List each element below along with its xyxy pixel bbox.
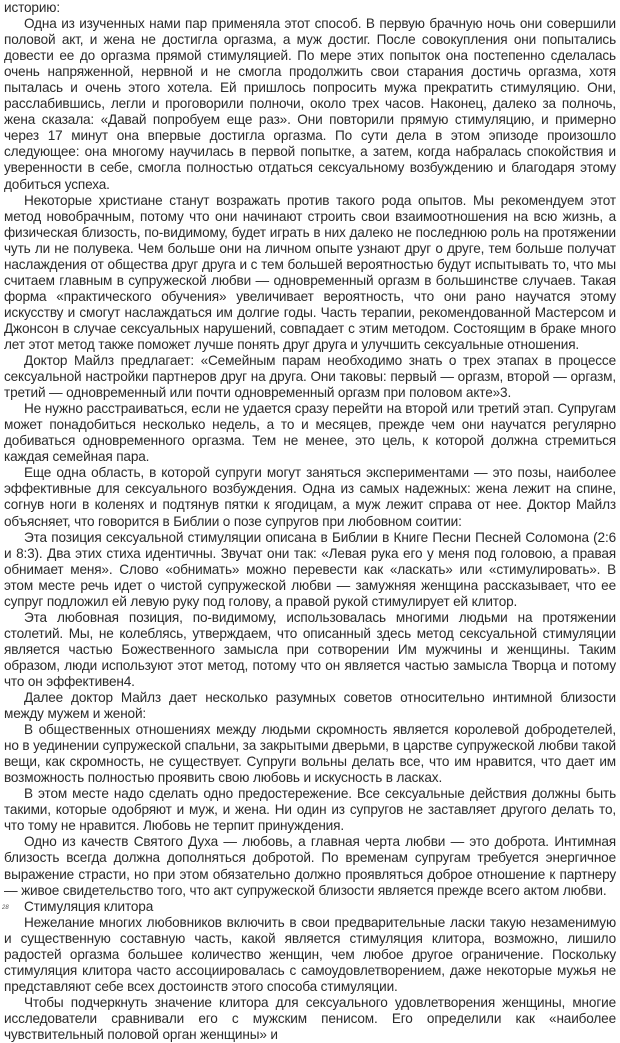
paragraph-6: Эта позиция сексуальной стимуляции описана в Библии в Книге Песни Песней Соломона (2:6 и 8:3). Два этих стиха идентичны. Звучат они так: «Левая рука его у меня под головою, а правая обнимает меня». Слово «обнимать» можно перевести как «ласкать» или «стимулировать». В этом месте речь идет о чистой супружеской любви — замужняя женщина рассказывает, что ее супруг подложил ей левую руку под голову, а правой рукой стимулирует ей клитор.: [4, 529, 616, 609]
paragraph-5: Еще одна область, в которой супруги могут заняться экспериментами — это позы, наиболее эффективные для сексуального возбуждения. Одна из самых надежных: жена лежит на спине, согнув ноги в коленях и подтянув пятки к ягодицам, а муж лежит справа от нее. Доктор Майлз объясняет, что говорится в Библии о позе супругов при любовном соитии:: [4, 465, 616, 529]
paragraph-13: Нежелание многих любовников включить в свои предварительные ласки такую незаменимую и существенную составную часть, какой является стимуляция клитора, возможно, лишило радостей оргазма большее количество женщин, чем любое другое ограничение. Поскольку стимуляция клитора часто ассоциировалась с самоудовлетворением, даже некоторые мужья не представляют себе всех достоинств этого способа стимуляции.: [4, 914, 616, 994]
paragraph-10: В этом месте надо сделать одно предостережение. Все сексуальные действия должны быть такими, которые одобряют и муж, и жена. Ни один из супругов не заставляет другого делать то, что тому не нравится. Любовь не терпит принуждения.: [4, 786, 616, 834]
paragraph-4: Не нужно расстраиваться, если не удается сразу перейти на второй или третий этап. Супругам может понадобиться несколько недель, а то и месяцев, прежде чем они научатся регулярно добиваться одновременного оргазма. Тем не менее, это цель, к которой должна стремиться каждая семейная пара.: [4, 401, 616, 465]
page-number: 28: [2, 905, 9, 911]
paragraph-8: Далее доктор Майлз дает несколько разумных советов относительно интимной близости между мужем и женой:: [4, 690, 616, 722]
paragraph-11: Одно из качеств Святого Духа — любовь, а главная черта любви — это доброта. Интимная близость всегда должна дополняться добротой. По временам супругам требуется энергичное выражение страсти, но при этом обязательно должно проявляться доброе отношение к партнеру — живое свидетельство того, что акт супружеской близости является прежде всего актом любви.: [4, 834, 616, 898]
paragraph-0: историю:: [4, 0, 60, 15]
page-body: [4, 0, 616, 1042]
paragraph-14: Чтобы подчеркнуть значение клитора для сексуального удовлетворения женщины, многие исследователи сравнивали его с мужским пенисом. Его определили как «наиболее чувствительный половой орган женщины» и: [4, 994, 616, 1042]
paragraph-2: Некоторые христиане станут возражать против такого рода опытов. Мы рекомендуем этот метод новобрачным, потому что они начинают строить свои взаимоотношения на всю жизнь, а физическая близость, по-видимому, будет играть в них далеко не последнюю роль на протяжении чуть ли не полувека. Чем больше они на личном опыте узнают друг о друге, тем больше получат наслаждения от общества друг друга и с тем большей вероятностью будут испытывать то, что мы считаем главным в супружеской любви — одновременный оргазм в большинстве случаев. Такая форма «практического обучения» увеличивает вероятность, что они рано научатся этому искусству и смогут наслаждаться им долгие годы. Часть терапии, рекомендованной Мастерсом и Джонсон в случае сексуальных нарушений, совпадает с этим методом. Состоящим в браке много лет этот метод также поможет лучше понять друг друга и улучшить сексуальные отношения.: [4, 192, 616, 352]
paragraph-9: В общественных отношениях между людьми скромность является королевой добродетелей, но в уединении супружеской спальни, за закрытыми дверьми, в царстве супружеской любви такой вещи, как скромность, не существует. Супруги вольны делать все, что им нравится, что дает им возможность полностью проявить свою любовь и искусность в ласках.: [4, 722, 616, 786]
paragraph-3: Доктор Майлз предлагает: «Семейным парам необходимо знать о трех этапах в процессе сексуальной настройки партнеров друг на друга. Они таковы: первый — оргазм, второй — оргазм, третий — одновременный или почти одновременный оргазм при половом акте»3.: [4, 353, 616, 401]
paragraph-1: Одна из изученных нами пар применяла этот способ. В первую брачную ночь они совершили половой акт, и жена не достигла оргазма, а муж достиг. После совокупления они попытались довести ее до оргазма прямой стимуляцией. По мере этих попыток она постепенно сделалась очень напряженной, нервной и не смогла продолжить свои старания достичь оргазма, хотя пыталась и очень этого хотела. Ей пришлось попросить мужа прекратить стимуляцию. Они, расслабившись, легли и проговорили полночи, около трех часов. Наконец, далеко за полночь, жена сказала: «Давай попробуем еще раз». Они повторили прямую стимуляцию, и примерно через 17 минут она впервые достигла оргазма. По сути дела в этом эпизоде произошло следующее: она многому научилась в первой попытке, а затем, когда набралась спокойствия и уверенности в себе, смогла полностью отдаться сексуальному возбуждению и благодаря этому добиться успеха.: [4, 16, 616, 192]
section-heading: Стимуляция клитора: [24, 898, 154, 914]
paragraph-7: Эта любовная позиция, по-видимому, использовалась многими людьми на протяжении столетий. Мы, не колеблясь, утверждаем, что описанный здесь метод сексуальной стимуляции является частью Божественного замысла при сотворении Им мужчины и женщины. Таким образом, люди используют этот метод, потому что он является частью замысла Творца и потому что он эффективен4.: [4, 609, 616, 689]
